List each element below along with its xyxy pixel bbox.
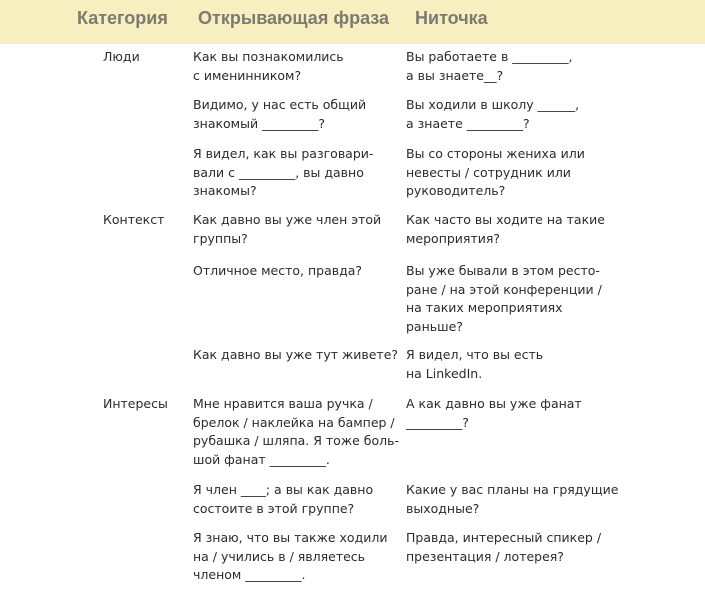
thread-line: А как давно вы уже фанат bbox=[406, 396, 582, 411]
opening-phrase-line: Я видел, как вы разговари- bbox=[193, 146, 374, 161]
thread-line: мероприятия? bbox=[406, 230, 501, 246]
thread-line: Какие у вас планы на грядущие bbox=[406, 482, 619, 497]
opening-phrase-cell bbox=[193, 96, 366, 133]
thread-cell bbox=[406, 96, 579, 133]
header-category: Категория bbox=[77, 8, 168, 28]
thread-cell bbox=[406, 529, 601, 566]
thread-line: невесты / сотрудник или bbox=[406, 164, 571, 180]
opening-phrase-line: рубашка / шляпа. Я тоже боль- bbox=[193, 433, 399, 448]
opening-phrase-line: Как давно вы уже тут живете? bbox=[193, 347, 399, 362]
thread-line: Вы ходили в школу ______, bbox=[406, 97, 580, 112]
thread-cell bbox=[406, 395, 582, 432]
header-opening-phrase: Открывающая фраза bbox=[198, 8, 390, 28]
opening-phrase-line: брелок / наклейка на бампер / bbox=[193, 414, 395, 430]
category-cell: Интересы bbox=[103, 396, 168, 411]
thread-line: ране / на этой конференции / bbox=[406, 281, 602, 297]
thread-cell bbox=[406, 346, 543, 383]
thread-line: а знаете _________? bbox=[406, 115, 530, 131]
opening-phrase-line: вали с _________, вы давно bbox=[193, 164, 364, 180]
thread-line: на LinkedIn. bbox=[406, 365, 483, 381]
opening-phrase-cell bbox=[193, 145, 373, 201]
header-thread: Ниточка bbox=[415, 8, 488, 28]
opening-phrase-line: Видимо, у нас есть общий bbox=[193, 97, 367, 112]
opening-phrase-cell bbox=[193, 529, 387, 585]
thread-line: раньше? bbox=[406, 318, 463, 334]
thread-line: Вы работаете в _________, bbox=[406, 49, 573, 64]
opening-phrase-line: Я знаю, что вы также ходили bbox=[193, 530, 388, 545]
thread-line: на таких мероприятиях bbox=[406, 300, 563, 315]
thread-line: выходные? bbox=[406, 500, 480, 516]
opening-phrase-cell bbox=[193, 48, 344, 85]
opening-phrase-line: Отличное место, правда? bbox=[193, 263, 363, 278]
opening-phrase-line: Мне нравится ваша ручка / bbox=[193, 396, 373, 411]
opening-phrase-line: членом _________. bbox=[193, 567, 306, 582]
thread-cell bbox=[406, 48, 573, 85]
thread-cell bbox=[406, 481, 618, 518]
opening-phrase-line: состоите в этой группе? bbox=[193, 500, 355, 516]
thread-cell bbox=[406, 145, 585, 201]
thread-cell bbox=[406, 211, 605, 248]
opening-phrase-line: Как давно вы уже член этой bbox=[193, 212, 382, 227]
opening-phrase-line: на / учились в / являетесь bbox=[193, 548, 366, 564]
thread-line: Вы со стороны жениха или bbox=[406, 146, 585, 161]
opening-phrase-cell bbox=[193, 395, 399, 469]
thread-line: Вы уже бывали в этом ресто- bbox=[406, 263, 600, 278]
opening-phrase-line: с именинником? bbox=[193, 67, 302, 83]
opening-phrase-line: группы? bbox=[193, 230, 248, 246]
thread-cell bbox=[406, 262, 602, 336]
opening-phrase-line: Я член ____; а вы как давно bbox=[193, 482, 374, 497]
thread-line: _________? bbox=[406, 414, 469, 430]
opening-phrase-line: знакомы? bbox=[193, 183, 257, 198]
opening-phrase-cell bbox=[193, 211, 381, 248]
thread-line: а вы знаете__? bbox=[406, 67, 504, 83]
opening-phrase-cell bbox=[193, 481, 373, 518]
thread-line: Правда, интересный спикер / bbox=[406, 530, 602, 545]
opening-phrase-cell bbox=[193, 346, 398, 365]
thread-line: Как часто вы ходите на такие bbox=[406, 212, 605, 227]
opening-phrase-line: знакомый _________? bbox=[193, 115, 325, 131]
thread-line: руководитель? bbox=[406, 183, 506, 198]
opening-phrase-line: шой фанат _________. bbox=[193, 451, 330, 467]
thread-line: Я видел, что вы есть bbox=[406, 347, 544, 362]
opening-phrase-line: Как вы познакомились bbox=[193, 49, 344, 64]
category-cell: Контекст bbox=[103, 212, 165, 227]
thread-line: презентация / лотерея? bbox=[406, 548, 564, 564]
category-cell: Люди bbox=[103, 49, 140, 64]
opening-phrase-cell bbox=[193, 262, 362, 281]
table-header bbox=[0, 0, 705, 44]
